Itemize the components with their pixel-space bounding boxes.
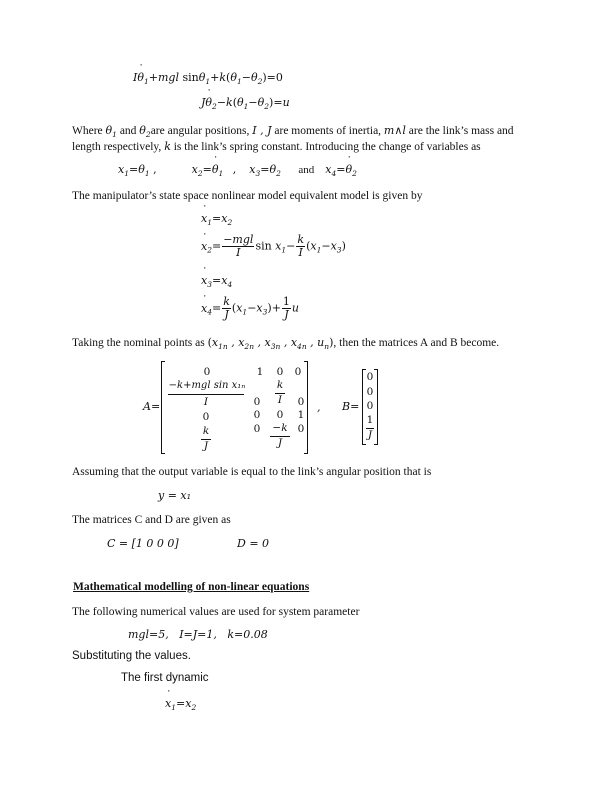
matrix-a-cell: 0 (253, 423, 261, 435)
first-dynamic-equation: x $˙_1=x_2$ (165, 697, 196, 712)
section-heading: Mathematical modelling of non-linear equations (73, 581, 310, 593)
matrix-a-cell: 0 (203, 366, 211, 378)
matrix-a-cell: k (276, 379, 284, 391)
matrix-a-cell: J (277, 437, 283, 449)
change-of-variables: $x_1=\theta_1$ , $x_2=\theta$ $˙_1$ , $x_3=\theta_2$ and $x_4=\theta$ $˙_2$ (118, 163, 357, 178)
paragraph-c-d: The matrices C and D are given as (72, 514, 231, 526)
paragraph-substituting: Substituting the values. (72, 650, 191, 662)
matrix-b-left-bracket (362, 369, 363, 445)
equation-2: Jθ $˙_2-k(\theta_1-\theta_2)=u$ (201, 96, 290, 111)
matrix-a-cell: 0 (297, 396, 305, 408)
matrix-b-cell: 0 (366, 371, 374, 383)
paragraph-parameters: The following numerical values are used for system parameter (72, 606, 360, 618)
matrix-d: D = 0 (237, 537, 270, 550)
matrix-a-cell: 0 (276, 409, 284, 421)
matrix-b-cell: 0 (366, 386, 374, 398)
paragraph-nominal-points: Taking the nominal points as ($x_{1n}$ , $x_{2n}$ , $x_{3n}$ , $x_{4n}$ , $u_n$), then the matrices A and B become. (72, 336, 500, 351)
matrix-separator: , (317, 401, 321, 414)
matrix-c: C = [1 0 0 0] (107, 537, 179, 550)
paragraph-definitions-line2: length respectively, k is the link’s spring constant. Introducing the change of variables as (72, 140, 481, 153)
matrix-a-cell: 0 (253, 409, 261, 421)
matrix-b-right-bracket (377, 369, 378, 445)
matrix-a-cell: k (202, 425, 210, 437)
matrix-b-cell: 0 (366, 400, 374, 412)
matrix-a-cell: 0 (253, 396, 261, 408)
matrix-a-left-bracket (161, 361, 162, 454)
paragraph-first-dynamic: The first dynamic (121, 672, 209, 684)
matrix-a-label: A= (143, 400, 161, 413)
matrix-a-cell: J (203, 440, 209, 452)
matrix-b-cell: 1 (366, 414, 374, 426)
matrix-a-cell: I (277, 394, 283, 406)
matrix-a-cell: 1 (297, 409, 305, 421)
matrix-a-cell: 0 (297, 423, 305, 435)
matrix-b-label: B= (342, 400, 360, 413)
paragraph-output: Assuming that the output variable is equal to the link’s angular position that is (72, 466, 432, 478)
state-eq-3: x $˙_3=x_4$ (201, 274, 232, 289)
matrix-a-cell: 0 (294, 366, 302, 378)
equation-1: Iθ $˙_1+mgl$ $\sin\theta_1+k(\theta_1-\theta_2)=0$ (133, 71, 283, 86)
paragraph-state-space: The manipulator’s state space nonlinear model equivalent model is given by (72, 190, 423, 202)
matrix-a-right-bracket (307, 361, 308, 454)
state-eq-2: x $˙_2=$ $\frac{\text{−mgl}}{I}$ $\sin x_1-$ $\frac{k}{I}$ $(x_1-x_3)$ (201, 234, 346, 259)
state-eq-4: x $˙_4=$ $\frac{k}{J}$ $(x_1-x_3)+$ $\frac{1}{J}$ u (201, 296, 299, 321)
matrix-a-cell: −k (272, 422, 288, 434)
matrix-b-cell: J (367, 429, 373, 441)
paragraph-definitions: Where $\theta_1$ and $\theta_2are$ angular positions, I , J are moments of inertia, m∧l are the link’s mass and (72, 124, 514, 139)
matrix-a-cell: 0 (276, 366, 284, 378)
matrix-a-cell: 1 (256, 366, 264, 378)
parameter-values: mgl=5, I=J=1, k=0.08 (128, 628, 268, 641)
matrix-a-cell: 0 (202, 411, 210, 423)
state-eq-1: x $˙_1=x_2$ (201, 212, 232, 227)
matrix-a-cell: I (203, 396, 209, 408)
output-equation: y = x₁ (158, 489, 192, 502)
matrix-a-cell: −k+mgl sin x₁ₙ (168, 380, 246, 391)
